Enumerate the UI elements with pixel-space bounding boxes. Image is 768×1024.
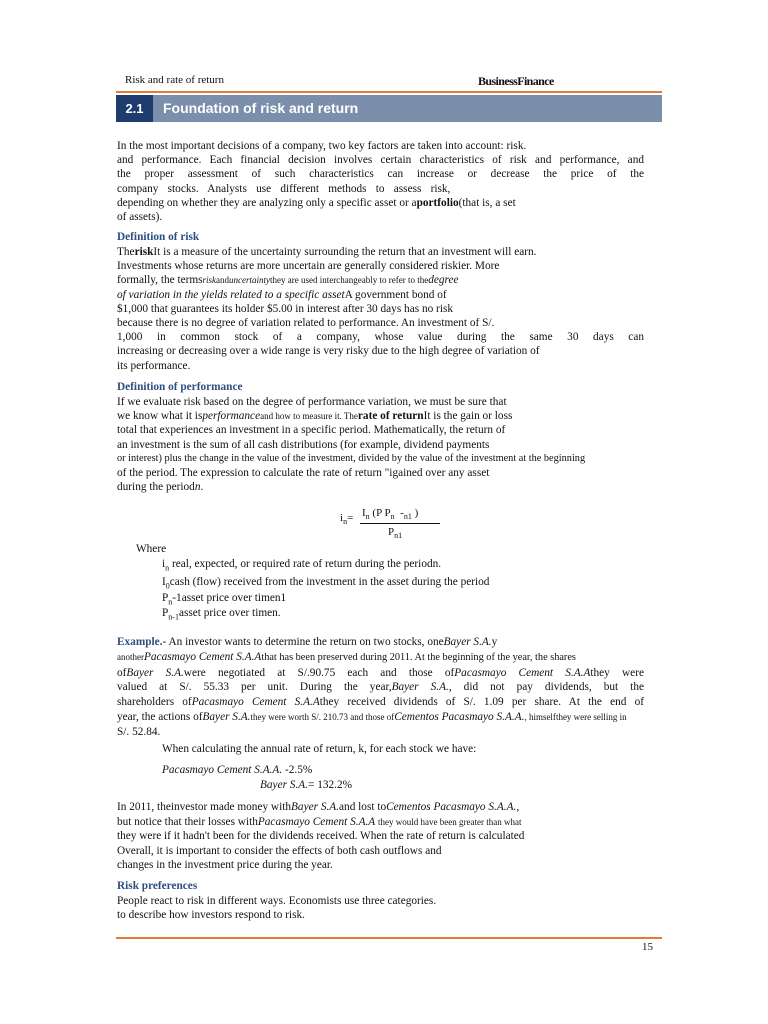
where-label: Where <box>136 543 167 555</box>
footer-divider <box>116 937 662 939</box>
formula-numerator: $I_n$ (P $P_n$ $-_{n1}$ ) <box>362 507 419 522</box>
page-number: 15 <box>642 941 653 953</box>
fraction-bar <box>360 523 440 524</box>
running-header-right: BusinessFinance <box>478 74 554 88</box>
heading-risk: Definition of risk <box>117 231 200 243</box>
calc-result-bayer: Bayer S.A.= 132.2% <box>260 779 353 791</box>
section-number: 2.1 <box>116 95 153 122</box>
running-header-left: Risk and rate of return <box>125 74 224 86</box>
formula-lhs: $i_n=$ <box>340 512 354 527</box>
intro-paragraph: In the most important decisions of a company, two key factors are taken into account: risk. and performance. Each financial decision involves certain characteristics of risk and performance, and the proper assessment of such characteristics can increase or decrease the price of the company stocks. Analysts use different methods to assess risk, depending on whether they are analyzing only a specific asset or aportfolio(that is, a set of assets). <box>117 140 644 224</box>
risk-paragraph: TheriskIt is a measure of the uncertainty surrounding the return that an investment will earn. Investments whose returns are more uncertain are generally considered riskier. More formally, the termsriskanduncertaintythey are used interchangeably to refer to thedegree of variation in the yields related to a specific assetA government bond of $1,000 that guarantees its holder $5.00 in interest after 30 days has no risk because there is no degree of variation related to performance. An investment of S/. 1,000 in common stock of a company, whose value during the same 30 days can increasing or decreasing over a wide range is very risky due to the high degree of variation of its performance. <box>117 246 644 372</box>
performance-paragraph: If we evaluate risk based on the degree of performance variation, we must be sure that we know what it isperformanceand how to measure it. Therate of returnIt is the gain or loss total that experiences an investment in a specific period. Mathematically, the return of an investment is the sum of all cash distributions (for example, dividend payments or interest) plus the change in the value of the investment, divided by the value of the investment at the beginning of the period. The expression to calculate the rate of return "igained over any asset during the periodn. <box>117 396 586 494</box>
where-item: $P_{n-1}asset$ price over timen. <box>162 607 281 622</box>
calc-result-pacasmayo: Pacasmayo Cement S.A.A. -2.5% <box>162 764 313 776</box>
conclusion-paragraph: In 2011, theinvestor made money withBayer S.A.and lost toCementos Pacasmayo S.A.A., but notice that their losses withPacasmayo Cement S.A.A they would have been greater than what they were if it hadn't been for the dividends received. When the rate of return is calculated Overall, it is important to consider the effects of both cash outflows and changes in the investment price during the year. <box>117 801 525 872</box>
where-item: $I_0cash$ (flow) received from the investment in the asset during the period <box>162 576 490 591</box>
formula-denominator: $P_{n1}$ <box>388 526 403 541</box>
where-item: $P_n-1asset$ price over timen1 <box>162 592 287 607</box>
section-title: Foundation of risk and return <box>163 100 359 116</box>
heading-performance: Definition of performance <box>117 381 243 393</box>
where-item: $i_n$ real, expected, or required rate of return during the periodn. <box>162 558 442 573</box>
heading-risk-preferences: Risk preferences <box>117 880 198 892</box>
example-paragraph: Example.- An investor wants to determine the return on two stocks, oneBayer S.A.y anotherPacasmayo Cement S.A.Athat has been preserved during 2011. At the beginning of the year, the shares ofBayer S.A.were negotiated at S/.90.75 each and those ofPacasmayo Cement S.A.Athey were valued at S/. 55.33 per unit. During the year,Bayer S.A., did not pay dividends, but the shareholders ofPacasmayo Cement S.A.Athey received dividends of S/. 1.09 per share. At the end of year, the actions ofBayer S.A.they were worth S/. 210.73 and those ofCementos Pacasmayo S.A.A., himselfthey were selling in S/. 52.84. <box>117 636 645 738</box>
header-divider <box>116 91 662 93</box>
calc-intro: When calculating the annual rate of return, k, for each stock we have: <box>162 743 477 755</box>
risk-preferences-paragraph: People react to risk in different ways. Economists use three categories. to describe how investors respond to risk. <box>117 895 437 922</box>
